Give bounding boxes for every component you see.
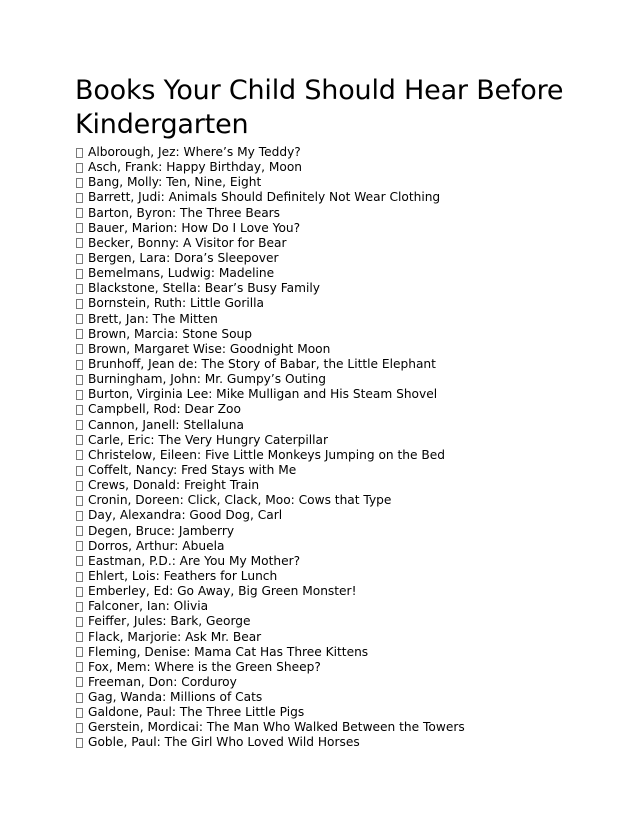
book-entry: Barton, Byron: The Three Bears	[88, 205, 281, 220]
list-item	[75, 266, 595, 281]
list-item	[75, 236, 595, 251]
book-entry: Bornstein, Ruth: Little Gorilla	[88, 296, 264, 311]
book-entry: Coffelt, Nancy: Fred Stays with Me	[88, 462, 297, 477]
checkbox-icon	[76, 511, 83, 521]
checkbox-icon	[76, 481, 83, 491]
checkbox-icon	[76, 329, 83, 339]
book-entry: Blackstone, Stella: Bear’s Busy Family	[88, 281, 320, 296]
list-item	[75, 660, 595, 675]
book-entry: Flack, Marjorie: Ask Mr. Bear	[88, 629, 262, 644]
list-item	[75, 584, 595, 599]
book-entry: Asch, Frank: Happy Birthday, Moon	[88, 160, 302, 175]
book-entry: Bergen, Lara: Dora’s Sleepover	[88, 250, 279, 265]
list-item	[75, 342, 595, 357]
list-item	[75, 630, 595, 645]
book-entry: Brunhoff, Jean de: The Story of Babar, the Little Elephant	[88, 356, 436, 371]
list-item	[75, 448, 595, 463]
list-item	[75, 251, 595, 266]
book-entry: Barrett, Judi: Animals Should Definitely Not Wear Clothing	[88, 190, 441, 205]
checkbox-icon	[76, 375, 83, 385]
list-item	[75, 296, 595, 311]
book-entry: Freeman, Don: Corduroy	[88, 674, 237, 689]
book-entry: Crews, Donald: Freight Train	[88, 478, 260, 493]
book-list	[75, 145, 595, 751]
checkbox-icon	[76, 496, 83, 506]
checkbox-icon	[76, 178, 83, 188]
list-item	[75, 372, 595, 387]
checkbox-icon	[76, 723, 83, 733]
list-item	[75, 493, 595, 508]
list-item	[75, 433, 595, 448]
checkbox-icon	[76, 572, 83, 582]
checkbox-icon	[76, 617, 83, 627]
checkbox-icon	[76, 360, 83, 370]
checkbox-icon	[76, 284, 83, 294]
book-entry: Campbell, Rod: Dear Zoo	[88, 402, 241, 417]
list-item	[75, 160, 595, 175]
book-entry: Brown, Margaret Wise: Goodnight Moon	[88, 341, 331, 356]
checkbox-icon	[76, 738, 83, 748]
book-entry: Day, Alexandra: Good Dog, Carl	[88, 508, 283, 523]
book-entry: Falconer, Ian: Olivia	[88, 599, 209, 614]
book-entry: Cannon, Janell: Stellaluna	[88, 417, 244, 432]
book-entry: Galdone, Paul: The Three Little Pigs	[88, 705, 305, 720]
checkbox-icon	[76, 632, 83, 642]
book-entry: Bauer, Marion: How Do I Love You?	[88, 220, 301, 235]
checkbox-icon	[76, 238, 83, 248]
list-item	[75, 175, 595, 190]
book-entry: Goble, Paul: The Girl Who Loved Wild Horses	[88, 735, 360, 750]
list-item	[75, 735, 595, 750]
book-entry: Becker, Bonny: A Visitor for Bear	[88, 235, 287, 250]
list-item	[75, 145, 595, 160]
book-entry: Dorros, Arthur: Abuela	[88, 538, 225, 553]
checkbox-icon	[76, 405, 83, 415]
book-entry: Emberley, Ed: Go Away, Big Green Monster!	[88, 584, 357, 599]
list-item	[75, 675, 595, 690]
checkbox-icon	[76, 556, 83, 566]
list-item	[75, 190, 595, 205]
checkbox-icon	[76, 693, 83, 703]
book-entry: Degen, Bruce: Jamberry	[88, 523, 235, 538]
book-entry: Christelow, Eileen: Five Little Monkeys Jumping on the Bed	[88, 447, 446, 462]
list-item	[75, 221, 595, 236]
list-item	[75, 327, 595, 342]
book-entry: Bemelmans, Ludwig: Madeline	[88, 266, 275, 281]
book-entry: Gerstein, Mordicai: The Man Who Walked Between the Towers	[88, 720, 465, 735]
checkbox-icon	[76, 466, 83, 476]
book-entry: Burningham, John: Mr. Gumpy’s Outing	[88, 372, 326, 387]
list-item	[75, 705, 595, 720]
page-title: Books Your Child Should Hear Before Kindergarten	[75, 75, 564, 140]
book-entry: Alborough, Jez: Where’s My Teddy?	[88, 145, 301, 159]
list-item	[75, 614, 595, 629]
list-item	[75, 720, 595, 735]
checkbox-icon	[76, 602, 83, 612]
list-item	[75, 206, 595, 221]
checkbox-icon	[76, 254, 83, 264]
book-entry: Carle, Eric: The Very Hungry Caterpillar	[88, 432, 329, 447]
book-entry: Eastman, P.D.: Are You My Mother?	[88, 553, 301, 568]
checkbox-icon	[76, 208, 83, 218]
checkbox-icon	[76, 314, 83, 324]
book-entry: Fox, Mem: Where is the Green Sheep?	[88, 659, 321, 674]
list-item	[75, 357, 595, 372]
book-entry: Feiffer, Jules: Bark, George	[88, 614, 251, 629]
list-item	[75, 312, 595, 327]
checkbox-icon	[76, 344, 83, 354]
list-item	[75, 645, 595, 660]
document-page	[75, 74, 595, 751]
book-entry: Cronin, Doreen: Click, Clack, Moo: Cows that Type	[88, 493, 392, 508]
checkbox-icon	[76, 223, 83, 233]
checkbox-icon	[76, 541, 83, 551]
book-entry: Ehlert, Lois: Feathers for Lunch	[88, 568, 278, 583]
book-entry: Brown, Marcia: Stone Soup	[88, 326, 252, 341]
checkbox-icon	[76, 299, 83, 309]
checkbox-icon	[76, 587, 83, 597]
list-item	[75, 387, 595, 402]
book-entry: Bang, Molly: Ten, Nine, Eight	[88, 175, 262, 190]
checkbox-icon	[76, 708, 83, 718]
list-item	[75, 402, 595, 417]
checkbox-icon	[76, 526, 83, 536]
checkbox-icon	[76, 677, 83, 687]
list-item	[75, 478, 595, 493]
list-item	[75, 599, 595, 614]
checkbox-icon	[76, 269, 83, 279]
list-item	[75, 524, 595, 539]
checkbox-icon	[76, 390, 83, 400]
checkbox-icon	[76, 450, 83, 460]
list-item	[75, 569, 595, 584]
list-item	[75, 463, 595, 478]
list-item	[75, 539, 595, 554]
list-item	[75, 508, 595, 523]
book-entry: Brett, Jan: The Mitten	[88, 311, 218, 326]
checkbox-icon	[76, 435, 83, 445]
checkbox-icon	[76, 662, 83, 672]
list-item	[75, 690, 595, 705]
checkbox-icon	[76, 163, 83, 173]
book-entry: Gag, Wanda: Millions of Cats	[88, 690, 263, 705]
list-item	[75, 418, 595, 433]
list-item	[75, 281, 595, 296]
checkbox-icon	[76, 647, 83, 657]
book-entry: Burton, Virginia Lee: Mike Mulligan and His Steam Shovel	[88, 387, 438, 402]
checkbox-icon	[76, 148, 83, 158]
checkbox-icon	[76, 420, 83, 430]
checkbox-icon	[76, 193, 83, 203]
list-item	[75, 554, 595, 569]
book-entry: Fleming, Denise: Mama Cat Has Three Kittens	[88, 644, 369, 659]
